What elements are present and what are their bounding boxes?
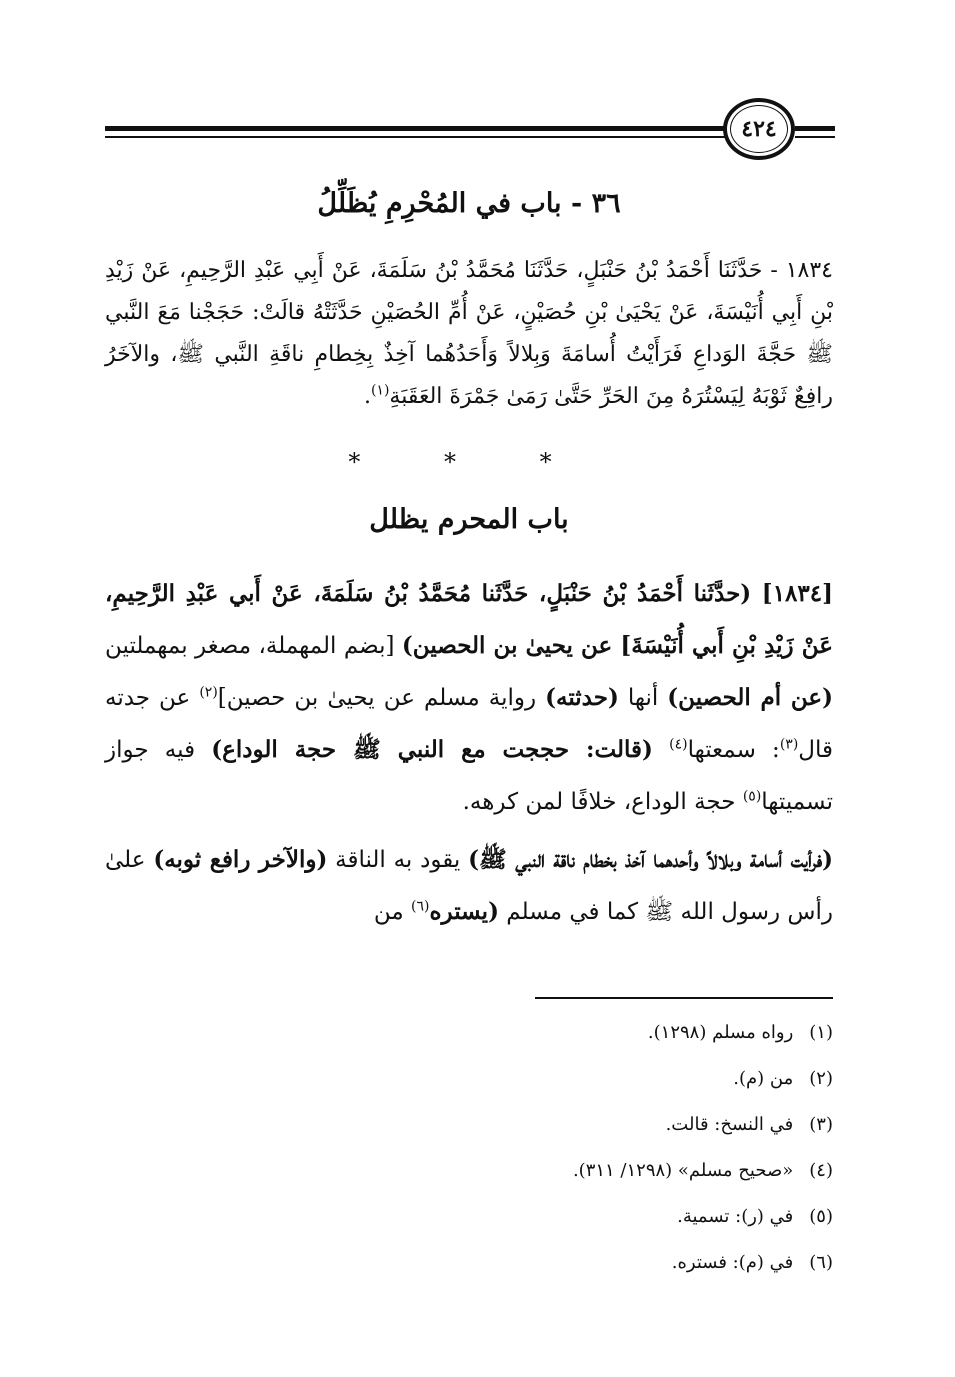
footnote-number: (٣) bbox=[809, 1114, 833, 1135]
page-number-badge bbox=[723, 98, 795, 160]
quoted-text: (والآخر رافع ثوبه) bbox=[153, 846, 328, 873]
header-rule-thin bbox=[105, 136, 725, 138]
quoted-text: (حدثته) bbox=[545, 684, 619, 711]
explanation-text: : سمعتها bbox=[687, 737, 780, 763]
footnote-ref: (٢) bbox=[199, 684, 218, 701]
hadith-line: ﷺ، والآخَرُ رافِعٌ ثَوْبَهُ لِيَسْتُرَهُ مِنَ الحَرِّ حَتَّىٰ رَمَىٰ جَمْرَةَ العَقَبَةِ bbox=[105, 342, 833, 409]
hadith-line: عَنْ زَيْدِ بْنِ أَبِي أُنَيْسَةَ، عَنْ يَحْيَىٰ بْنِ حُصَيْنٍ، عَنْ أُمِّ الحُصَيْنِ حَدَّثَتْهُ قالَتْ: حَجَجْنا bbox=[105, 258, 834, 325]
commentary-paragraph bbox=[105, 568, 833, 828]
hadith-line: مَعَ النَّبي ﷺ حَجَّةَ الوَداعِ فَرَأَيْتُ أُسامَةَ وَبِلالاً وَأَحَدُهُما آخِذٌ بِخِطامِ ناقَةِ النَّبي bbox=[105, 300, 833, 367]
quoted-text: (فرأيت أسامة وبلالاً وأحدهما آخذ بخطام ناقة النبي ﷺ) bbox=[468, 846, 833, 873]
quoted-text: (يستره bbox=[429, 898, 499, 925]
commentary-paragraph bbox=[105, 834, 833, 938]
footnote-text: في (م): فستره. bbox=[671, 1252, 794, 1273]
header-rule bbox=[105, 126, 725, 131]
footnote-item bbox=[105, 1056, 833, 1102]
footnote-text: في النسخ: قالت. bbox=[665, 1114, 794, 1135]
hadith-text bbox=[105, 250, 833, 418]
explanation-text: حجة الوداع، خلافًا لمن كرهه. bbox=[462, 789, 743, 815]
footnote-number: (٤) bbox=[809, 1160, 833, 1181]
explanation-text bbox=[653, 737, 669, 763]
footnotes-list bbox=[105, 1010, 833, 1286]
footnote-item bbox=[105, 1102, 833, 1148]
footnote-number: (٥) bbox=[809, 1206, 833, 1227]
explanation-text: من bbox=[373, 899, 412, 925]
header-rule-right bbox=[795, 126, 835, 131]
explanation-text: يقود به الناقة bbox=[327, 847, 469, 873]
quoted-text: [١٨٣٤] (حدَّثَنا أَحْمَدُ بْنُ حَنْبَلٍ، حَدَّثَنا مُحَمَّدُ بْنُ سَلَمَةَ، عَنْ أَبي عَبْدِ الرَّحِيمِ، عَنْ زَيْدِ بْنِ أَبي أُنَيْسَةَ] عن يحيىٰ بن الحصين) bbox=[105, 580, 834, 659]
quoted-text: (قالت: حججت مع النبي ﷺ حجة الوداع) bbox=[211, 736, 653, 763]
footnote-text: في (ر): تسمية. bbox=[677, 1206, 794, 1227]
footnote-ref: (٥) bbox=[742, 788, 762, 805]
footnote-item bbox=[105, 1148, 833, 1194]
footnote-ref: (٤) bbox=[669, 736, 688, 753]
footnote-item bbox=[105, 1194, 833, 1240]
explanation-text: أنها bbox=[618, 685, 668, 711]
hadith-line: ١٨٣٤ - حَدَّثَنَا أَحْمَدُ بْنُ حَنْبَلٍ، حَدَّثَنَا مُحَمَّدُ بْنُ سَلَمَةَ، عَنْ أَبِي عَبْدِ الرَّحِيمِ، bbox=[179, 258, 833, 283]
quoted-text: (عن أم الحصين) bbox=[667, 684, 833, 711]
footnote-text: «صحيح مسلم» (١٢٩٨/ ٣١١). bbox=[572, 1160, 794, 1181]
footnote-ref: (٦) bbox=[411, 898, 430, 915]
explanation-text: عن جدته قال bbox=[105, 685, 833, 763]
explanation-text: علىٰ رأس رسول الله ﷺ كما في مسلم bbox=[105, 847, 833, 925]
footnote-number: (٦) bbox=[809, 1252, 833, 1273]
footnote-text: رواه مسلم (١٢٩٨). bbox=[647, 1022, 794, 1043]
footnote-text: من (م). bbox=[733, 1068, 794, 1089]
explanation-text: [بضم المهملة، مصغر بمهملتين bbox=[105, 633, 402, 659]
footnote-item bbox=[105, 1010, 833, 1056]
footnote-item bbox=[105, 1240, 833, 1286]
footnote-number: (٢) bbox=[809, 1068, 833, 1089]
page-header bbox=[105, 96, 835, 166]
hadith-end: . bbox=[363, 384, 371, 409]
header-rule-right-thin bbox=[795, 136, 835, 138]
footnote-ref: (٣) bbox=[779, 736, 799, 753]
section-separator: * * * bbox=[348, 448, 590, 476]
footnote-separator bbox=[535, 997, 833, 999]
explanation-text: رواية مسلم عن يحيىٰ بن حصين] bbox=[217, 685, 546, 711]
chapter-title: ٣٦ - باب في المُحْرِمِ يُظَلِّلُ bbox=[317, 188, 621, 219]
explanation-text: فيه جواز تسميتها bbox=[105, 737, 833, 815]
commentary-text bbox=[105, 568, 833, 938]
commentary-title: باب المحرم يظلل bbox=[369, 504, 569, 535]
footnote-number: (١) bbox=[809, 1022, 833, 1043]
page-number: ٤٢٤ bbox=[741, 116, 777, 142]
footnote-ref: (١) bbox=[370, 382, 390, 399]
